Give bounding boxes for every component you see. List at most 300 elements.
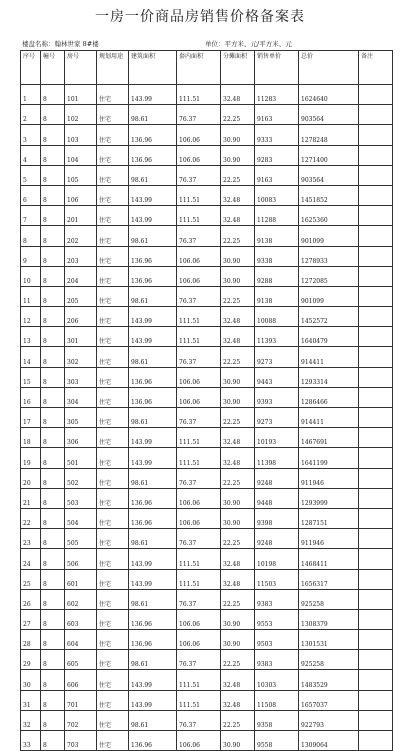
- remark-cell: [359, 448, 393, 468]
- inner-area-cell: 111.51: [177, 327, 221, 347]
- total-price-cell: 925258: [299, 650, 359, 670]
- seq-cell: 6: [21, 185, 41, 205]
- remark-cell: [359, 549, 393, 569]
- building-cell: 8: [41, 145, 65, 165]
- remark-cell: [359, 125, 393, 145]
- total-price-cell: 903564: [299, 165, 359, 185]
- building-cell: 8: [41, 710, 65, 730]
- table-row: [21, 367, 393, 387]
- room-cell: 502: [65, 468, 97, 488]
- inner-area-cell: 76.37: [177, 650, 221, 670]
- total-price-cell: 901099: [299, 226, 359, 246]
- inner-area-cell: 111.51: [177, 185, 221, 205]
- total-price-cell: 903564: [299, 105, 359, 125]
- unit-price-cell: 9503: [255, 630, 299, 650]
- building-cell: 8: [41, 428, 65, 448]
- table-body: [21, 85, 393, 751]
- total-price-cell: 1468411: [299, 549, 359, 569]
- remark-cell: [359, 468, 393, 488]
- seq-cell: 13: [21, 327, 41, 347]
- header-cell: 房号: [65, 51, 97, 85]
- usage-cell: 住宅: [97, 731, 129, 751]
- gross-area-cell: 143.99: [129, 327, 177, 347]
- room-cell: 606: [65, 670, 97, 690]
- room-cell: 106: [65, 185, 97, 205]
- unit-price-cell: 10088: [255, 307, 299, 327]
- table-row: [21, 508, 393, 528]
- total-price-cell: 1641199: [299, 448, 359, 468]
- total-price-cell: 914411: [299, 347, 359, 367]
- building-cell: 8: [41, 569, 65, 589]
- room-cell: 702: [65, 710, 97, 730]
- seq-cell: 16: [21, 387, 41, 407]
- gross-area-cell: 136.96: [129, 145, 177, 165]
- seq-cell: 27: [21, 609, 41, 629]
- table-row: [21, 125, 393, 145]
- room-cell: 104: [65, 145, 97, 165]
- room-cell: 102: [65, 105, 97, 125]
- shared-area-cell: 30.90: [221, 508, 255, 528]
- shared-area-cell: 30.90: [221, 630, 255, 650]
- unit-price-cell: 9383: [255, 589, 299, 609]
- building-cell: 8: [41, 125, 65, 145]
- inner-area-cell: 106.06: [177, 367, 221, 387]
- table-row: [21, 710, 393, 730]
- usage-cell: 住宅: [97, 387, 129, 407]
- inner-area-cell: 111.51: [177, 569, 221, 589]
- usage-cell: 住宅: [97, 630, 129, 650]
- gross-area-cell: 136.96: [129, 609, 177, 629]
- table-row: [21, 246, 393, 266]
- inner-area-cell: 111.51: [177, 690, 221, 710]
- gross-area-cell: 136.96: [129, 731, 177, 751]
- inner-area-cell: 106.06: [177, 488, 221, 508]
- remark-cell: [359, 105, 393, 125]
- seq-cell: 7: [21, 206, 41, 226]
- remark-cell: [359, 206, 393, 226]
- usage-cell: 住宅: [97, 347, 129, 367]
- unit-price-cell: 9358: [255, 710, 299, 730]
- shared-area-cell: 32.48: [221, 428, 255, 448]
- seq-cell: 14: [21, 347, 41, 367]
- remark-cell: [359, 408, 393, 428]
- total-price-cell: 1278933: [299, 246, 359, 266]
- total-price-cell: 911946: [299, 529, 359, 549]
- header-cell: 套内面积: [177, 51, 221, 85]
- shared-area-cell: 32.48: [221, 206, 255, 226]
- seq-cell: 5: [21, 165, 41, 185]
- room-cell: 105: [65, 165, 97, 185]
- usage-cell: 住宅: [97, 226, 129, 246]
- shared-area-cell: 30.90: [221, 367, 255, 387]
- inner-area-cell: 111.51: [177, 85, 221, 105]
- building-cell: 8: [41, 85, 65, 105]
- table-row: [21, 428, 393, 448]
- remark-cell: [359, 367, 393, 387]
- gross-area-cell: 98.61: [129, 529, 177, 549]
- total-price-cell: 1301531: [299, 630, 359, 650]
- header-cell: 备注: [359, 51, 393, 85]
- room-cell: 501: [65, 448, 97, 468]
- shared-area-cell: 22.25: [221, 226, 255, 246]
- usage-cell: 住宅: [97, 286, 129, 306]
- table-row: [21, 408, 393, 428]
- remark-cell: [359, 307, 393, 327]
- building-cell: 8: [41, 731, 65, 751]
- gross-area-cell: 98.61: [129, 710, 177, 730]
- shared-area-cell: 30.90: [221, 387, 255, 407]
- table-row: [21, 85, 393, 105]
- seq-cell: 28: [21, 630, 41, 650]
- unit-price-cell: 9273: [255, 408, 299, 428]
- table-row: [21, 690, 393, 710]
- table-row: [21, 105, 393, 125]
- room-cell: 202: [65, 226, 97, 246]
- remark-cell: [359, 529, 393, 549]
- usage-cell: 住宅: [97, 529, 129, 549]
- inner-area-cell: 111.51: [177, 307, 221, 327]
- inner-area-cell: 76.37: [177, 165, 221, 185]
- building-cell: 8: [41, 185, 65, 205]
- building-cell: 8: [41, 347, 65, 367]
- table-row: [21, 731, 393, 751]
- seq-cell: 2: [21, 105, 41, 125]
- gross-area-cell: 98.61: [129, 226, 177, 246]
- room-cell: 306: [65, 428, 97, 448]
- building-cell: 8: [41, 286, 65, 306]
- gross-area-cell: 98.61: [129, 165, 177, 185]
- room-cell: 204: [65, 266, 97, 286]
- inner-area-cell: 111.51: [177, 206, 221, 226]
- room-cell: 304: [65, 387, 97, 407]
- usage-cell: 住宅: [97, 569, 129, 589]
- usage-cell: 住宅: [97, 145, 129, 165]
- unit-price-cell: 9283: [255, 145, 299, 165]
- inner-area-cell: 106.06: [177, 387, 221, 407]
- inner-area-cell: 76.37: [177, 468, 221, 488]
- shared-area-cell: 22.25: [221, 347, 255, 367]
- gross-area-cell: 98.61: [129, 286, 177, 306]
- remark-cell: [359, 690, 393, 710]
- price-table: [20, 50, 393, 751]
- total-price-cell: 1467691: [299, 428, 359, 448]
- shared-area-cell: 32.48: [221, 690, 255, 710]
- usage-cell: 住宅: [97, 105, 129, 125]
- usage-cell: 住宅: [97, 165, 129, 185]
- inner-area-cell: 76.37: [177, 226, 221, 246]
- remark-cell: [359, 246, 393, 266]
- building-cell: 8: [41, 448, 65, 468]
- shared-area-cell: 30.90: [221, 145, 255, 165]
- inner-area-cell: 111.51: [177, 448, 221, 468]
- usage-cell: 住宅: [97, 125, 129, 145]
- inner-area-cell: 106.06: [177, 145, 221, 165]
- unit-price-cell: 9393: [255, 387, 299, 407]
- unit-price-cell: 9248: [255, 529, 299, 549]
- shared-area-cell: 32.48: [221, 85, 255, 105]
- shared-area-cell: 22.25: [221, 165, 255, 185]
- unit-price-cell: 11503: [255, 569, 299, 589]
- gross-area-cell: 98.61: [129, 105, 177, 125]
- unit-price-cell: 9163: [255, 105, 299, 125]
- seq-cell: 9: [21, 246, 41, 266]
- total-price-cell: 1625360: [299, 206, 359, 226]
- building-cell: 8: [41, 650, 65, 670]
- building-cell: 8: [41, 165, 65, 185]
- unit-price-cell: 9398: [255, 508, 299, 528]
- table-row: [21, 589, 393, 609]
- remark-cell: [359, 266, 393, 286]
- building-cell: 8: [41, 508, 65, 528]
- total-price-cell: 1293314: [299, 367, 359, 387]
- total-price-cell: 1308379: [299, 609, 359, 629]
- usage-cell: 住宅: [97, 206, 129, 226]
- header-cell: 规划用途: [97, 51, 129, 85]
- room-cell: 604: [65, 630, 97, 650]
- usage-cell: 住宅: [97, 85, 129, 105]
- gross-area-cell: 98.61: [129, 408, 177, 428]
- header-cell: 总价: [299, 51, 359, 85]
- seq-cell: 19: [21, 448, 41, 468]
- shared-area-cell: 32.48: [221, 307, 255, 327]
- shared-area-cell: 30.90: [221, 731, 255, 751]
- header-cell: 序号: [21, 51, 41, 85]
- total-price-cell: 1657037: [299, 690, 359, 710]
- usage-cell: 住宅: [97, 670, 129, 690]
- room-cell: 301: [65, 327, 97, 347]
- gross-area-cell: 143.99: [129, 670, 177, 690]
- shared-area-cell: 22.25: [221, 408, 255, 428]
- shared-area-cell: 32.48: [221, 670, 255, 690]
- room-cell: 503: [65, 488, 97, 508]
- room-cell: 103: [65, 125, 97, 145]
- building-cell: 8: [41, 589, 65, 609]
- table-row: [21, 448, 393, 468]
- building-cell: 8: [41, 367, 65, 387]
- building-cell: 8: [41, 387, 65, 407]
- remark-cell: [359, 387, 393, 407]
- remark-cell: [359, 508, 393, 528]
- shared-area-cell: 32.48: [221, 448, 255, 468]
- table-row: [21, 206, 393, 226]
- total-price-cell: 925258: [299, 589, 359, 609]
- shared-area-cell: 30.90: [221, 266, 255, 286]
- room-cell: 203: [65, 246, 97, 266]
- shared-area-cell: 32.48: [221, 549, 255, 569]
- gross-area-cell: 98.61: [129, 650, 177, 670]
- remark-cell: [359, 569, 393, 589]
- unit-price-cell: 11508: [255, 690, 299, 710]
- usage-cell: 住宅: [97, 508, 129, 528]
- table-row: [21, 266, 393, 286]
- unit-price-cell: 9553: [255, 609, 299, 629]
- inner-area-cell: 76.37: [177, 286, 221, 306]
- table-row: [21, 670, 393, 690]
- seq-cell: 3: [21, 125, 41, 145]
- building-cell: 8: [41, 105, 65, 125]
- usage-cell: 住宅: [97, 448, 129, 468]
- remark-cell: [359, 589, 393, 609]
- building-cell: 8: [41, 266, 65, 286]
- shared-area-cell: 22.25: [221, 529, 255, 549]
- usage-cell: 住宅: [97, 589, 129, 609]
- table-row: [21, 468, 393, 488]
- seq-cell: 32: [21, 710, 41, 730]
- document-title: 一房一价商品房销售价格备案表: [95, 9, 305, 25]
- unit-price-cell: 10198: [255, 549, 299, 569]
- inner-area-cell: 76.37: [177, 105, 221, 125]
- seq-cell: 11: [21, 286, 41, 306]
- shared-area-cell: 22.25: [221, 105, 255, 125]
- table-row: [21, 165, 393, 185]
- unit-price-cell: 9448: [255, 488, 299, 508]
- usage-cell: 住宅: [97, 690, 129, 710]
- total-price-cell: 1286466: [299, 387, 359, 407]
- seq-cell: 30: [21, 670, 41, 690]
- usage-cell: 住宅: [97, 367, 129, 387]
- seq-cell: 15: [21, 367, 41, 387]
- unit-price-cell: 9273: [255, 347, 299, 367]
- building-cell: 8: [41, 408, 65, 428]
- table-row: [21, 609, 393, 629]
- building-cell: 8: [41, 307, 65, 327]
- gross-area-cell: 143.99: [129, 428, 177, 448]
- gross-area-cell: 136.96: [129, 508, 177, 528]
- total-price-cell: 922793: [299, 710, 359, 730]
- gross-area-cell: 143.99: [129, 569, 177, 589]
- remark-cell: [359, 165, 393, 185]
- table-row: [21, 327, 393, 347]
- gross-area-cell: 98.61: [129, 589, 177, 609]
- inner-area-cell: 106.06: [177, 125, 221, 145]
- usage-cell: 住宅: [97, 408, 129, 428]
- room-cell: 701: [65, 690, 97, 710]
- room-cell: 603: [65, 609, 97, 629]
- room-cell: 505: [65, 529, 97, 549]
- inner-area-cell: 111.51: [177, 549, 221, 569]
- shared-area-cell: 22.25: [221, 650, 255, 670]
- room-cell: 602: [65, 589, 97, 609]
- gross-area-cell: 143.99: [129, 307, 177, 327]
- building-cell: 8: [41, 670, 65, 690]
- total-price-cell: 1278248: [299, 125, 359, 145]
- total-price-cell: 1640479: [299, 327, 359, 347]
- table-row: [21, 387, 393, 407]
- total-price-cell: 1452572: [299, 307, 359, 327]
- usage-cell: 住宅: [97, 650, 129, 670]
- seq-cell: 1: [21, 85, 41, 105]
- gross-area-cell: 136.96: [129, 125, 177, 145]
- unit-note: 单位：平方米、元/平方米、元: [205, 40, 292, 48]
- building-cell: 8: [41, 529, 65, 549]
- unit-price-cell: 9383: [255, 650, 299, 670]
- remark-cell: [359, 286, 393, 306]
- table-row: [21, 529, 393, 549]
- room-cell: 601: [65, 569, 97, 589]
- table-row: [21, 569, 393, 589]
- unit-price-cell: 11288: [255, 206, 299, 226]
- table-row: [21, 650, 393, 670]
- seq-cell: 4: [21, 145, 41, 165]
- table-row: [21, 286, 393, 306]
- shared-area-cell: 32.48: [221, 185, 255, 205]
- seq-cell: 23: [21, 529, 41, 549]
- remark-cell: [359, 630, 393, 650]
- shared-area-cell: 30.90: [221, 488, 255, 508]
- room-cell: 201: [65, 206, 97, 226]
- inner-area-cell: 106.06: [177, 266, 221, 286]
- gross-area-cell: 136.96: [129, 246, 177, 266]
- header-cell: 幢号: [41, 51, 65, 85]
- usage-cell: 住宅: [97, 246, 129, 266]
- inner-area-cell: 76.37: [177, 408, 221, 428]
- usage-cell: 住宅: [97, 327, 129, 347]
- gross-area-cell: 98.61: [129, 468, 177, 488]
- total-price-cell: 1287151: [299, 508, 359, 528]
- shared-area-cell: 30.90: [221, 125, 255, 145]
- room-cell: 506: [65, 549, 97, 569]
- usage-cell: 住宅: [97, 488, 129, 508]
- seq-cell: 21: [21, 488, 41, 508]
- room-cell: 605: [65, 650, 97, 670]
- table-row: [21, 488, 393, 508]
- table-row: [21, 347, 393, 367]
- seq-cell: 26: [21, 589, 41, 609]
- table-row: [21, 185, 393, 205]
- gross-area-cell: 143.99: [129, 206, 177, 226]
- seq-cell: 25: [21, 569, 41, 589]
- unit-price-cell: 9163: [255, 165, 299, 185]
- total-price-cell: 1656317: [299, 569, 359, 589]
- seq-cell: 18: [21, 428, 41, 448]
- room-cell: 206: [65, 307, 97, 327]
- seq-cell: 10: [21, 266, 41, 286]
- remark-cell: [359, 226, 393, 246]
- seq-cell: 17: [21, 408, 41, 428]
- room-cell: 504: [65, 508, 97, 528]
- shared-area-cell: 22.25: [221, 468, 255, 488]
- remark-cell: [359, 347, 393, 367]
- gross-area-cell: 143.99: [129, 690, 177, 710]
- gross-area-cell: 136.96: [129, 630, 177, 650]
- room-cell: 101: [65, 85, 97, 105]
- building-cell: 8: [41, 549, 65, 569]
- remark-cell: [359, 731, 393, 751]
- remark-cell: [359, 145, 393, 165]
- seq-cell: 8: [21, 226, 41, 246]
- inner-area-cell: 106.06: [177, 630, 221, 650]
- inner-area-cell: 76.37: [177, 589, 221, 609]
- remark-cell: [359, 428, 393, 448]
- table-row: [21, 549, 393, 569]
- seq-cell: 33: [21, 731, 41, 751]
- unit-price-cell: 9338: [255, 246, 299, 266]
- table-row: [21, 630, 393, 650]
- project-name: 楼盘名称：翰林世家 8#楼: [22, 40, 99, 48]
- usage-cell: 住宅: [97, 609, 129, 629]
- shared-area-cell: 22.25: [221, 589, 255, 609]
- inner-area-cell: 111.51: [177, 670, 221, 690]
- unit-price-cell: 9333: [255, 125, 299, 145]
- remark-cell: [359, 650, 393, 670]
- usage-cell: 住宅: [97, 428, 129, 448]
- total-price-cell: 1483529: [299, 670, 359, 690]
- remark-cell: [359, 85, 393, 105]
- usage-cell: 住宅: [97, 468, 129, 488]
- unit-price-cell: 10193: [255, 428, 299, 448]
- remark-cell: [359, 327, 393, 347]
- building-cell: 8: [41, 609, 65, 629]
